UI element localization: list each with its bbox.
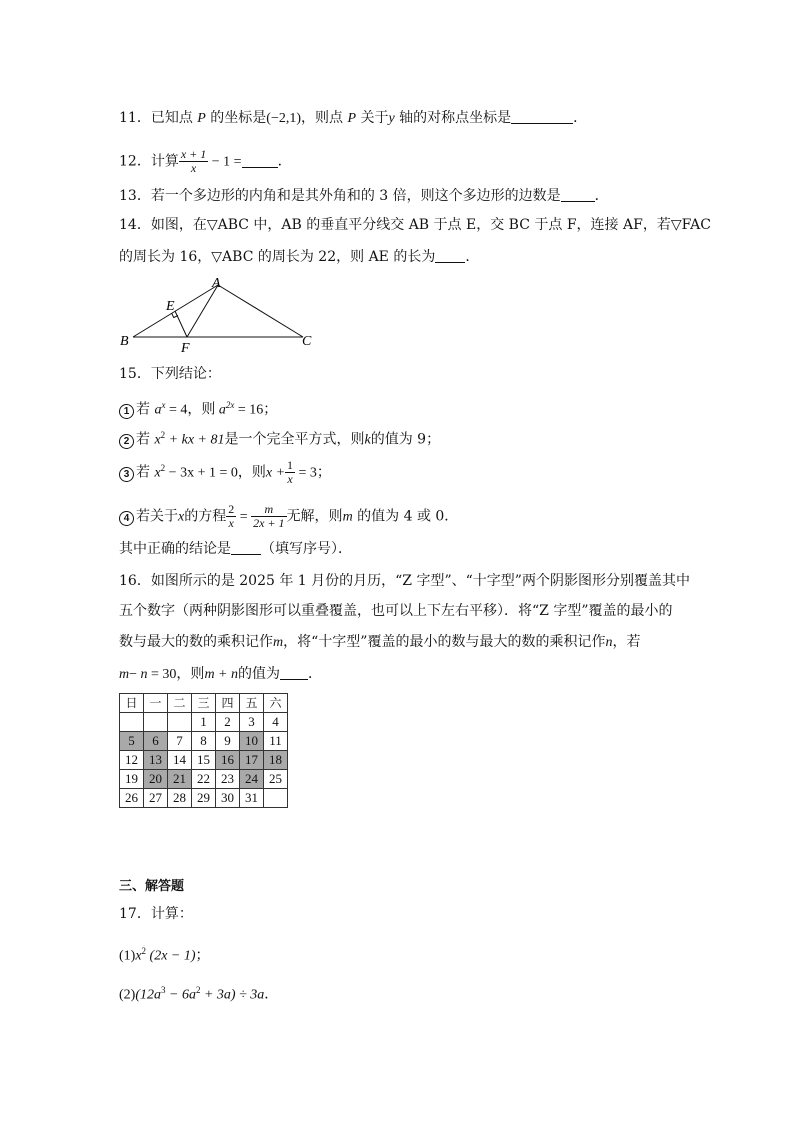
answer-blank[interactable] (280, 665, 308, 680)
calendar-cell: 7 (168, 732, 192, 751)
question-13: 13．若一个多边形的内角和是其外角和的 3 倍，则这个多边形的边数是 ． (119, 188, 609, 204)
answer-blank[interactable] (231, 540, 261, 555)
label-c: C (302, 334, 312, 349)
statement-1: 1 若 $a^x = 4$，则 $a^{2x} = 16$； (119, 395, 277, 421)
label-a: A (212, 276, 221, 291)
question-17-part-1: $(1)x^2$ (2x − 1)； (119, 946, 210, 964)
calendar-cell: 11 (264, 732, 288, 751)
calendar-cell: 10 (240, 732, 264, 751)
calendar-header-cell: 日 (120, 694, 144, 713)
calendar-cell: 9 (216, 732, 240, 751)
calendar-header-cell: 四 (216, 694, 240, 713)
calendar-cell: 21 (168, 770, 192, 789)
question-17-part-2: $(2)(12a^3 - 6a^2 + 3a) \div 3a$． (119, 985, 279, 1003)
answer-blank[interactable] (242, 153, 278, 168)
triangle-figure (115, 276, 325, 356)
calendar-row (120, 770, 288, 789)
calendar-cell: 20 (144, 770, 168, 789)
calendar-cell: 31 (240, 789, 264, 808)
calendar-cell: 29 (192, 789, 216, 808)
calendar-cell (264, 789, 288, 808)
fraction: $\frac{2}{x}$ (228, 502, 235, 530)
segment-ef (175, 311, 187, 337)
statement-2: 2 若 $x^2$ + kx + 81是一个完全平方式，则k的值为 9； (119, 425, 440, 451)
label-f: F (181, 341, 190, 356)
calendar-cell: 25 (264, 770, 288, 789)
point-coordinate: (−2,1) (266, 111, 302, 126)
calendar-header-cell: 六 (264, 694, 288, 713)
section-title: 三、解答题 (119, 879, 185, 894)
calendar-cell: 8 (192, 732, 216, 751)
statement-3: 3 若 $x^2 - 3x + 1 = 0$，则x + $\frac{1}{x}$ = 3； (119, 458, 331, 486)
calendar-header-cell: 二 (168, 694, 192, 713)
calendar-cell (120, 713, 144, 732)
segment-af (187, 285, 218, 337)
answer-blank[interactable] (511, 109, 573, 124)
calendar-row (120, 789, 288, 808)
calendar-cell: 15 (192, 751, 216, 770)
calendar-cell: 4 (264, 713, 288, 732)
calendar-table (119, 693, 288, 808)
question-17-title: 17．计算： (119, 906, 193, 922)
calendar-row (120, 713, 288, 732)
calendar-cell: 26 (120, 789, 144, 808)
calendar-cell: 28 (168, 789, 192, 808)
calendar-cell: 5 (120, 732, 144, 751)
question-16-line-4: m− n = 30，则m + n的值为 ． (119, 666, 322, 682)
calendar-cell: 14 (168, 751, 192, 770)
statement-4: 4 若关于x的方程 $\frac{2}{x}$ = $\frac{m}{2x + 1}$ 无解，则m 的值为 4 或 0． (119, 503, 458, 530)
segment-ac (218, 285, 303, 337)
label-b: B (120, 334, 129, 349)
question-16-line-2: 五个数字（两种阴影图形可以重叠覆盖，也可以上下左右平移）．将“Z 字型”覆盖的最小的 (119, 603, 673, 619)
question-16-line-1: 16．如图所示的是 2025 年 1 月份的月历，“Z 字型”、“十字型”两个阴影图形分别覆盖其中 (119, 573, 690, 589)
calendar-row (120, 751, 288, 770)
calendar-header-cell: 五 (240, 694, 264, 713)
fraction: $\frac{m}{2x + 1}$ (253, 502, 285, 530)
calendar-cell: 19 (120, 770, 144, 789)
answer-blank[interactable] (435, 248, 465, 263)
question-14-line-2: 的周长为 16，▽ABC 的周长为 22，则 AE 的长为 ． (119, 249, 480, 265)
calendar-cell: 12 (120, 751, 144, 770)
calendar-cell: 3 (240, 713, 264, 732)
question-15-tail: 其中正确的结论是 （填写序号）． (119, 541, 352, 557)
calendar-row (120, 732, 288, 751)
label-e: E (166, 299, 175, 314)
question-15-title: 15．下列结论： (119, 366, 221, 382)
question-14-line-1: 14．如图，在▽ABC 中，AB 的垂直平分线交 AB 于点 E，交 BC 于点 F，连接 AF，若▽FAC (119, 217, 711, 233)
calendar-cell: 6 (144, 732, 168, 751)
calendar-header-cell: 三 (192, 694, 216, 713)
calendar-cell: 23 (216, 770, 240, 789)
calendar-cell: 16 (216, 751, 240, 770)
calendar-cell: 27 (144, 789, 168, 808)
question-11: 11．已知点 P 的坐标是(−2,1)，则点 P 关于y 轴的对称点坐标是 ． (119, 110, 588, 126)
calendar-cell: 13 (144, 751, 168, 770)
calendar-cell: 2 (216, 713, 240, 732)
calendar-cell: 1 (192, 713, 216, 732)
calendar-cell: 22 (192, 770, 216, 789)
calendar-cell: 30 (216, 789, 240, 808)
fraction: $\frac{x + 1}{x}$ (180, 147, 207, 175)
fraction: $\frac{1}{x}$ (287, 458, 294, 487)
question-12: 12．计算 $\frac{x + 1}{x}$ − 1 = ． (119, 147, 292, 175)
calendar-cell: 17 (240, 751, 264, 770)
calendar-cell: 24 (240, 770, 264, 789)
calendar-cell (168, 713, 192, 732)
calendar-cell: 18 (264, 751, 288, 770)
calendar-header-cell: 一 (144, 694, 168, 713)
calendar-cell (144, 713, 168, 732)
answer-blank[interactable] (561, 187, 595, 202)
calendar-header-row (120, 694, 288, 713)
question-16-line-3: 数与最大的数的乘积记作m，将“十字型”覆盖的最小的数与最大的数的乘积记作n，若 (119, 634, 641, 650)
